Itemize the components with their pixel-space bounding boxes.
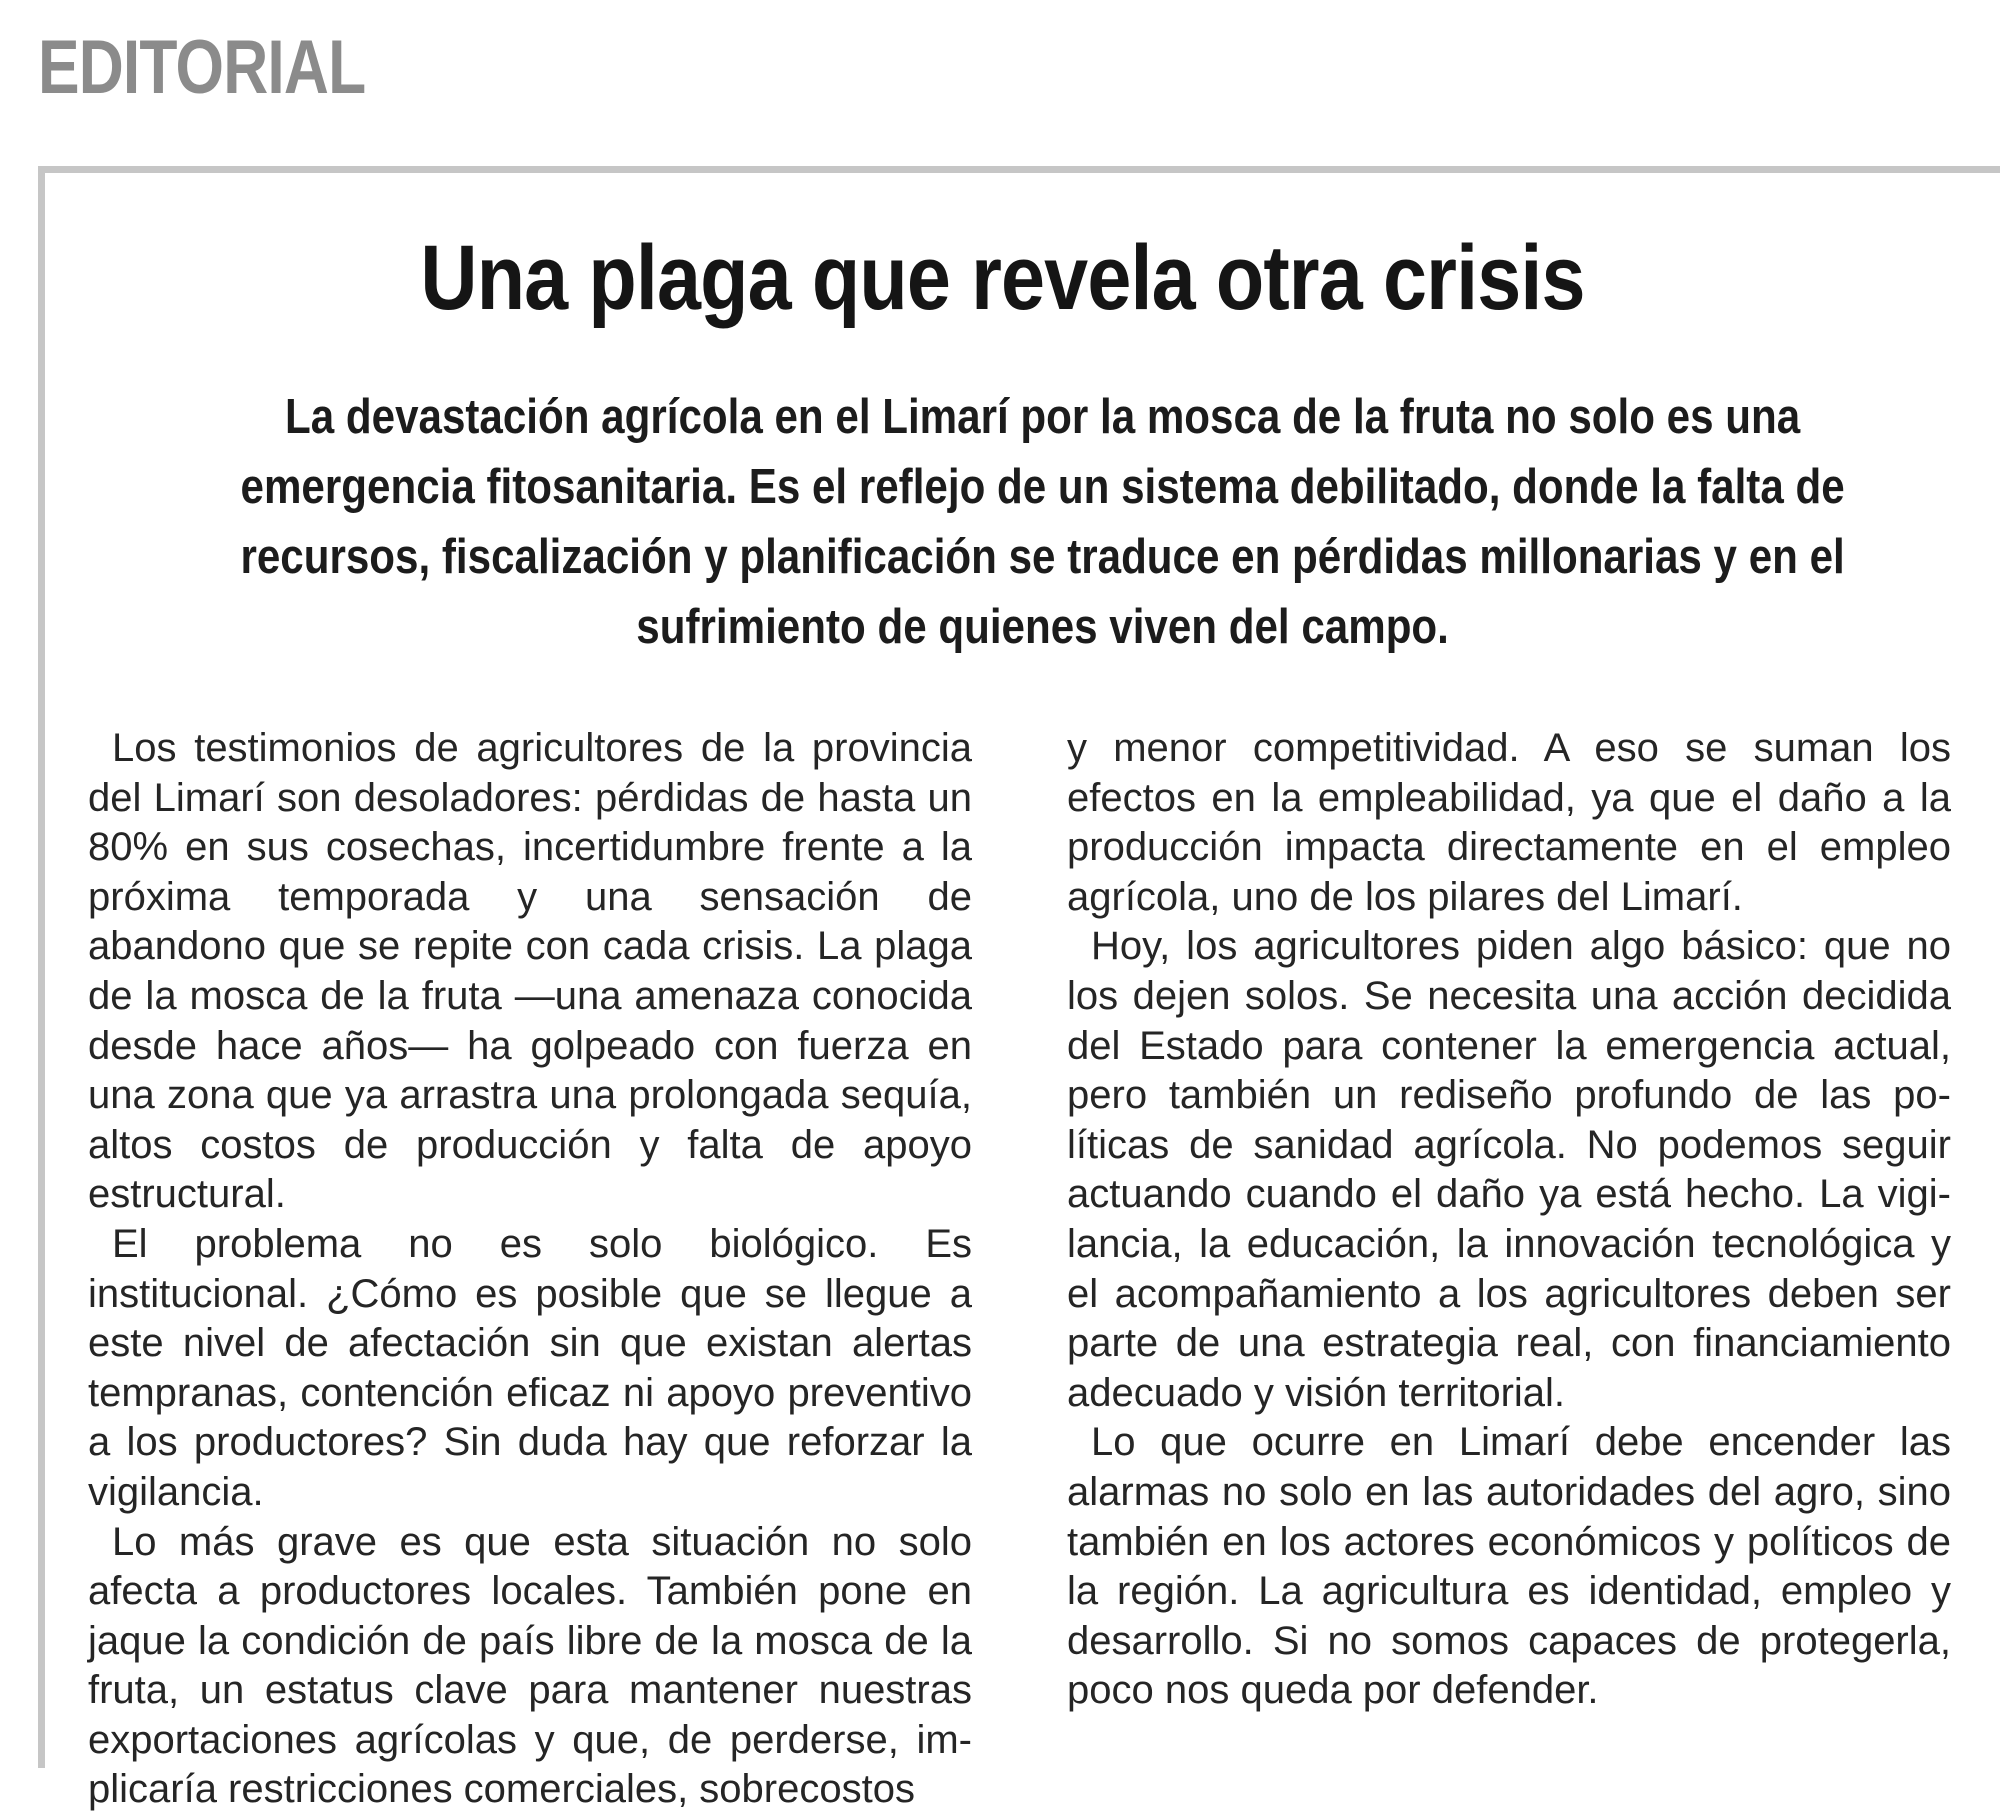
body-paragraph: y menor competitividad. A eso se suman los efectos en la empleabilidad, ya que el daño a la producción impacta directamente en el empleo agrícola, uno de los pilares del Limarí. bbox=[1067, 724, 1951, 922]
body-paragraph: Hoy, los agricultores piden algo básico: que no los dejen solos. Se necesita una acción decidida del Estado para contener la emergencia actual, pero también un rediseño profundo de las políticas de sanidad agrícola. No podemos seguir actuando cuando el daño ya está hecho. La vigilancia, la educación, la innovación tecnológica y el acompañamiento a los agricultores deben ser parte de una estrategia real, con financiamiento adecuado y visión territorial. bbox=[1067, 922, 1951, 1418]
body-column-left bbox=[88, 724, 972, 1815]
body-column-right bbox=[1067, 724, 1951, 1716]
headline: Una plaga que revela otra crisis bbox=[143, 232, 1863, 324]
section-label: EDITORIAL bbox=[38, 30, 365, 106]
body-paragraph: Lo que ocurre en Limarí debe encender las alarmas no solo en las autoridades del agro, sino también en los actores económicos y políticos de la región. La agricultura es identidad, empleo y desarrollo. Si no somos capaces de protegerla, poco nos queda por defender. bbox=[1067, 1418, 1951, 1716]
body-paragraph: Lo más grave es que esta situación no solo afecta a productores locales. También pone en jaque la condición de país libre de la mosca de la fruta, un estatus clave para mantener nuestras exportaciones agrícolas y que, de perderse, implicaría restricciones comerciales, sobrecostos bbox=[88, 1518, 972, 1815]
lede: La devastación agrícola en el Limarí por la mosca de la fruta no solo es una emergencia fitosanitaria. Es el reflejo de un sistema debilitado, donde la falta de recursos, fiscalización y planificación se traduce en pérdidas millonarias y en el sufrimiento de quienes viven del campo. bbox=[234, 382, 1851, 662]
body-paragraph: Los testimonios de agricultores de la provincia del Limarí son desoladores: pérdidas de hasta un 80% en sus cosechas, incertidumbre frente a la próxima temporada y una sensación de abandono que se repite con cada crisis. La plaga de la mosca de la fruta —una amenaza conocida desde hace años— ha golpeado con fuerza en una zona que ya arrastra una prolongada sequía, altos costos de producción y falta de apoyo estructural. bbox=[88, 724, 972, 1220]
body-paragraph: El problema no es solo biológico. Es institucional. ¿Cómo es posible que se llegue a este nivel de afectación sin que existan alertas tempranas, contención eficaz ni apoyo preventivo a los productores? Sin duda hay que reforzar la vigilancia. bbox=[88, 1220, 972, 1518]
